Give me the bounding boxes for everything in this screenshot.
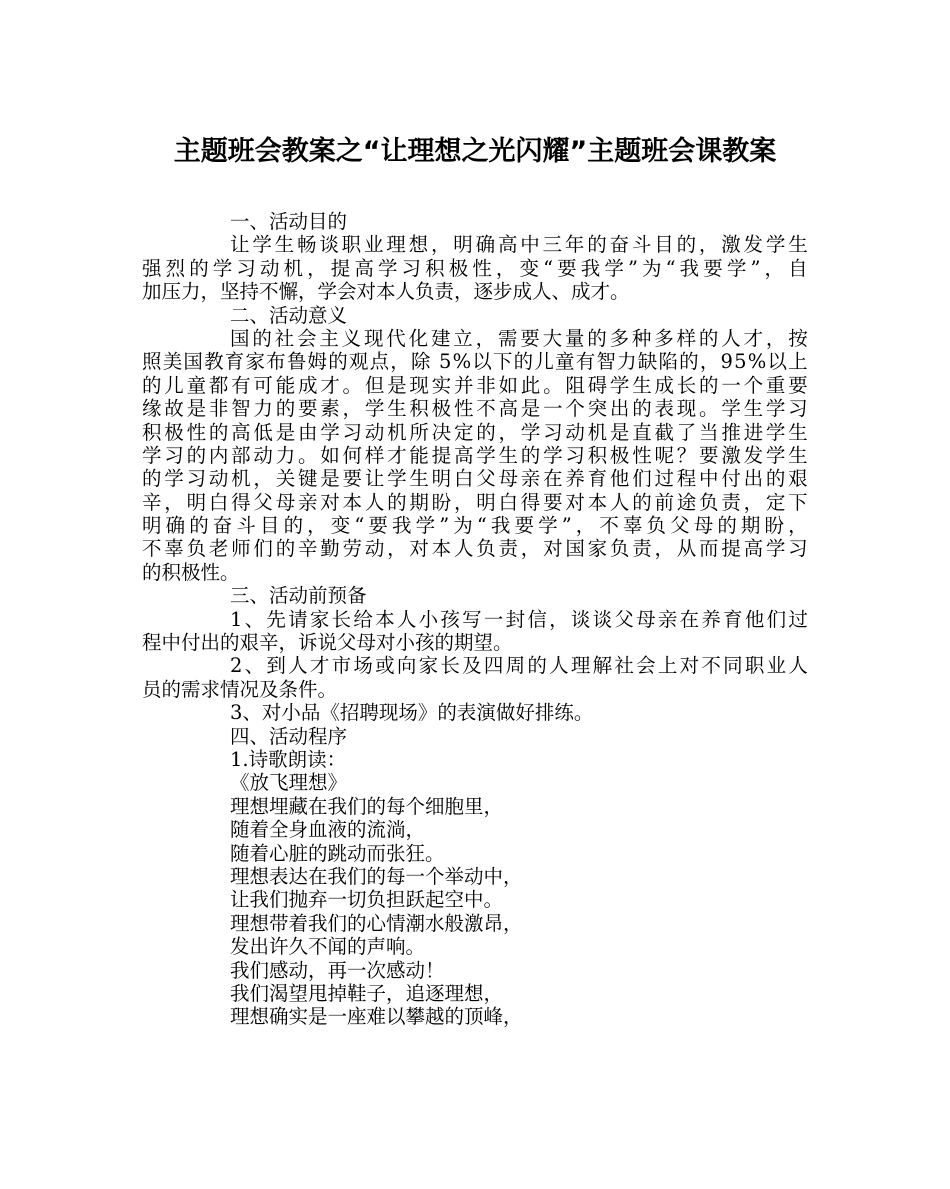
list-item-line: 员的需求情况及条件。 [142, 677, 338, 701]
section-heading-procedure: 四、活动程序 [230, 724, 348, 748]
poem-line: 随着心脏的跳动而张狂。 [230, 841, 445, 865]
poem-line: 理想带着我们的心情潮水般激昂， [230, 911, 523, 935]
paragraph-line: 强 烈 的 学 习 动 机 ， 提 高 学 习 积 极 性 ， 变 “ 要 我 学 ” 为 “ 我 要 学 ” ， 自 [142, 256, 808, 280]
paragraph-line: 国 的 社 会 主 义 现 代 化 建 立 ， 需 要 大 量 的 多 种 多 样 的 人 才 ， 按 [230, 326, 808, 350]
paragraph-line: 缘 故 是 非 智 力 的 要 素 ， 学 生 积 极 性 不 高 是 一 个 突 出 的 表 现 。 学 生 学 习 [142, 397, 808, 421]
poem-line: 让我们抛弃一切负担跃起空中。 [230, 888, 504, 912]
paragraph-line: 让 学 生 畅 谈 职 业 理 想 ， 明 确 高 中 三 年 的 奋 斗 目 的 ， 激 发 学 生 [230, 233, 808, 257]
paragraph-line: 学 习 的 内 部 动 力 。 如 何 样 才 能 提 高 学 生 的 学 习 积 极 性 呢 ？ 要 激 发 学 生 [142, 443, 808, 467]
paragraph-line: 不 辜 负 老 师 们 的 辛 勤 劳 动 ， 对 本 人 负 责 ， 对 国 家 负 责 ， 从 而 提 高 学 习 [142, 537, 808, 561]
section-heading-preparation: 三、活动前预备 [230, 584, 367, 608]
poem-line: 理想表达在我们的每一个举动中， [230, 864, 523, 888]
paragraph-line: 的 儿 童 都 有 可 能 成 才 。 但 是 现 实 并 非 如 此 。 阻 碍 学 生 成 长 的 一 个 重 要 [142, 373, 808, 397]
list-item-line: 程中付出的艰辛，诉说父母对小孩的期望。 [142, 631, 513, 655]
paragraph-line: 明 确 的 奋 斗 目 的 ， 变 “ 要 我 学 ” 为 “ 我 要 学 ” ， 不 辜 负 父 母 的 期 盼 ， [142, 514, 808, 538]
paragraph-line: 的 学 习 动 机 ， 关 键 是 要 让 学 生 明 白 父 母 亲 在 养 育 他 们 过 程 中 付 出 的 艰 [142, 467, 808, 491]
poem-line: 我们渴望甩掉鞋子，追逐理想， [230, 981, 504, 1005]
list-item-line: 3、对小品《招聘现场》的表演做好排练。 [230, 701, 594, 725]
poem-line: 理想确实是一座难以攀越的顶峰， [230, 1005, 523, 1029]
paragraph-line: 积 极 性 的 高 低 是 由 学 习 动 机 所 决 定 的 ， 学 习 动 机 是 直 截 了 当 推 进 学 生 [142, 420, 808, 444]
procedure-step: 1.诗歌朗读： [230, 747, 347, 771]
paragraph-line: 加压力，坚持不懈，学会对本人负责，逐步成人、成才。 [142, 280, 630, 304]
document-title: 主题班会教案之“让理想之光闪耀”主题班会课教案 [173, 136, 777, 167]
poem-line: 发出许久不闻的声响。 [230, 935, 426, 959]
section-heading-significance: 二、活动意义 [230, 303, 348, 327]
section-heading-purpose: 一、活动目的 [230, 210, 348, 233]
list-item-line: 1 、 先 请 家 长 给 本 人 小 孩 写 一 封 信 ， 谈 谈 父 母 亲 在 养 育 他 们 过 [230, 607, 808, 631]
poem-line: 随着全身血液的流淌， [230, 818, 426, 842]
poem-title: 《放飞理想》 [230, 771, 348, 795]
poem-line: 我们感动，再一次感动！ [230, 958, 445, 982]
paragraph-line: 照 美 国 教 育 家 布 鲁 姆 的 观 点 ， 除 5 % 以 下 的 儿 童 有 智 力 缺 陷 的 ， 9 5 % 以 上 [142, 350, 808, 374]
paragraph-line: 的积极性。 [142, 560, 240, 584]
document-body [142, 210, 808, 1029]
poem-line: 理想埋藏在我们的每个细胞里， [230, 794, 504, 818]
list-item-line: 2 、 到 人 才 市 场 或 向 家 长 及 四 周 的 人 理 解 社 会 上 对 不 同 职 业 人 [230, 654, 808, 678]
paragraph-line: 辛 ， 明 白 得 父 母 亲 对 本 人 的 期 盼 ， 明 白 得 要 对 本 人 的 前 途 负 责 ， 定 下 [142, 490, 808, 514]
